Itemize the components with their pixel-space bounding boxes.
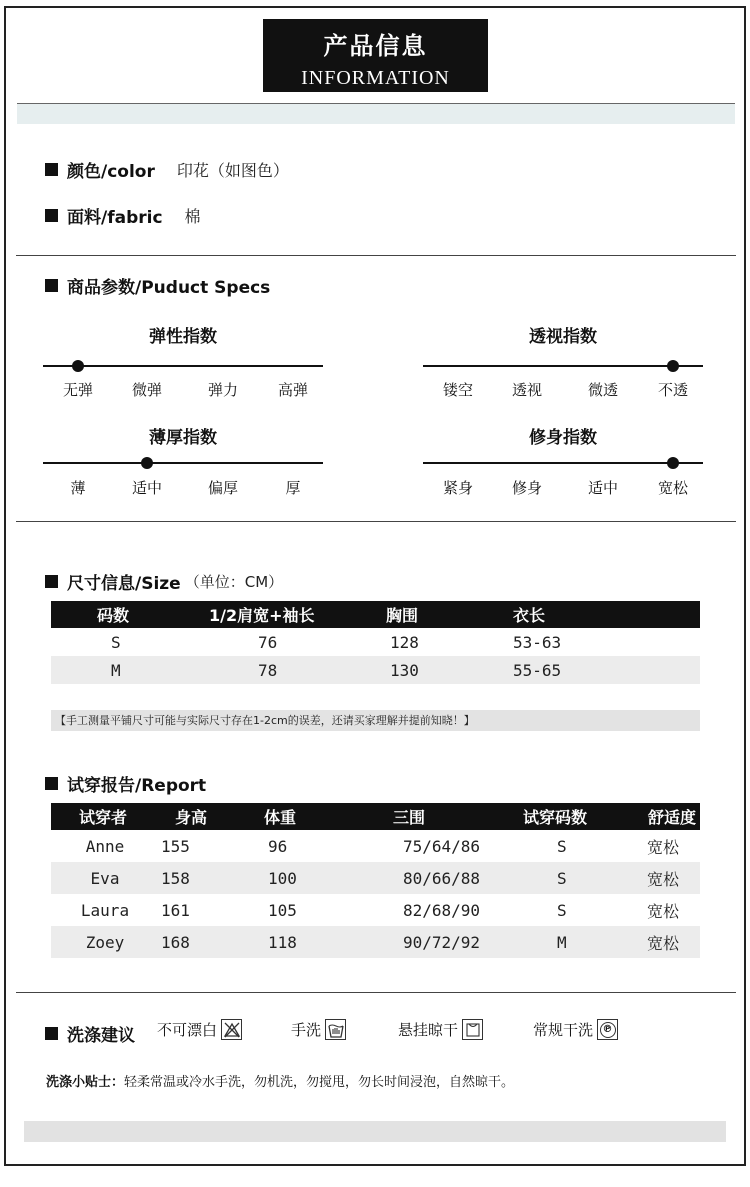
care-tip-label: 洗涤小贴士： — [46, 1075, 125, 1090]
size-table-header — [51, 601, 700, 628]
scale-label: 厚 — [285, 479, 301, 497]
table-cell: 55-65 — [511, 656, 700, 684]
table-cell: S — [557, 836, 567, 856]
care-item-hang-dry — [398, 1019, 483, 1040]
care-heading — [45, 1021, 135, 1046]
table-cell: 80/66/88 — [371, 862, 521, 894]
report-heading-text: 试穿报告/Report — [67, 776, 207, 796]
size-col-header: 胸围 — [386, 601, 511, 628]
table-cell: S — [557, 900, 567, 920]
scale-marker — [667, 360, 679, 372]
scale-marker — [72, 360, 84, 372]
report-heading — [45, 771, 206, 796]
report-col-header: 舒适度 — [621, 803, 700, 830]
report-col-header: 试穿者 — [51, 803, 159, 830]
table-cell: 宽松 — [621, 926, 700, 958]
size-heading — [45, 569, 283, 594]
footer-band — [24, 1121, 726, 1142]
header-title-box — [263, 19, 488, 92]
care-item-dry-clean — [533, 1019, 618, 1040]
care-tip-text: 轻柔常温或冷水手洗，勿机洗，勿搅甩，勿长时间浸泡，自然晾干。 — [124, 1075, 515, 1090]
table-cell: 90/72/92 — [371, 926, 521, 958]
report-col-header: 试穿码数 — [521, 803, 621, 830]
scale-label: 透视 — [511, 381, 542, 399]
size-heading-text: 尺寸信息/Size — [67, 574, 181, 594]
care-item-hand-wash — [291, 1019, 346, 1040]
color-label: 颜色/color — [67, 162, 155, 182]
scale-marker — [667, 457, 679, 469]
care-item-label: 悬挂晾干 — [398, 1021, 459, 1039]
scale-title: 弹性指数 — [149, 327, 217, 347]
scale-label: 无弹 — [62, 381, 93, 399]
section-divider — [16, 255, 736, 256]
square-bullet-icon — [45, 777, 58, 790]
table-cell: 53-63 — [513, 632, 562, 652]
table-cell: M — [521, 926, 621, 958]
scale-label: 适中 — [131, 479, 162, 497]
report-col-header: 三围 — [371, 803, 521, 830]
section-divider — [16, 521, 736, 522]
table-row — [51, 830, 700, 862]
size-col-header: 码数 — [51, 601, 201, 628]
scale-track — [43, 462, 323, 464]
table-cell: 76 — [258, 632, 278, 652]
fabric-value: 棉 — [184, 207, 201, 226]
table-cell: 宽松 — [647, 901, 680, 921]
size-col-header: 1/2肩宽+袖长 — [201, 601, 386, 628]
table-cell: Laura — [80, 900, 130, 920]
specs-heading — [45, 273, 270, 298]
table-cell: Eva — [51, 862, 159, 894]
scale-label: 镂空 — [442, 381, 473, 399]
table-cell: 100 — [251, 862, 371, 894]
size-unit: （单位：CM） — [184, 573, 284, 591]
scale-label: 偏厚 — [207, 479, 238, 497]
scale-label: 紧身 — [442, 479, 473, 497]
table-cell: Zoey — [51, 926, 159, 958]
square-bullet-icon — [45, 575, 58, 588]
size-table — [51, 601, 700, 684]
header-divider-band — [17, 103, 735, 124]
dry-clean-icon — [597, 1019, 618, 1040]
fabric-label: 面料/fabric — [67, 208, 163, 228]
scale-title: 薄厚指数 — [149, 428, 217, 448]
table-cell: 130 — [386, 656, 511, 684]
scale-track — [43, 365, 323, 367]
scale-label: 不透 — [657, 381, 688, 399]
scale-label: 微透 — [587, 381, 618, 399]
scale-label: 弹力 — [207, 381, 238, 399]
dry-clean-symbol: ℗ — [600, 1022, 616, 1038]
table-cell: 82/68/90 — [403, 900, 481, 920]
table-cell: 宽松 — [647, 837, 680, 857]
care-item-no-bleach — [157, 1019, 242, 1040]
scale-track — [423, 462, 703, 464]
table-cell: S — [521, 862, 621, 894]
table-row — [51, 656, 700, 684]
fabric-row — [45, 203, 201, 228]
scale-track — [423, 365, 703, 367]
table-cell: 75/64/86 — [403, 836, 481, 856]
table-cell: 78 — [201, 656, 386, 684]
square-bullet-icon — [45, 209, 58, 222]
table-cell: 155 — [161, 836, 190, 856]
scale-title: 修身指数 — [529, 428, 597, 448]
scale-label: 宽松 — [657, 479, 688, 497]
color-row — [45, 157, 289, 182]
care-item-label: 手洗 — [291, 1021, 322, 1039]
table-row — [51, 926, 700, 958]
table-cell: 105 — [268, 900, 297, 920]
report-table — [51, 803, 700, 958]
care-tip — [46, 1071, 514, 1090]
square-bullet-icon — [45, 1027, 58, 1040]
size-col-header: 衣长 — [511, 601, 700, 628]
table-cell: S — [111, 632, 121, 652]
scale-label: 修身 — [511, 479, 542, 497]
table-cell: 158 — [159, 862, 251, 894]
care-item-label: 常规干洗 — [533, 1021, 594, 1039]
section-divider — [16, 992, 736, 993]
report-col-header: 身高 — [159, 803, 251, 830]
report-col-header: 体重 — [251, 803, 371, 830]
no-bleach-icon — [221, 1019, 242, 1040]
hand-wash-icon — [325, 1019, 346, 1040]
table-row — [51, 894, 700, 926]
care-item-label: 不可漂白 — [157, 1021, 218, 1039]
scale-title: 透视指数 — [529, 327, 597, 347]
table-row — [51, 628, 700, 656]
header-title-cn: 产品信息 — [323, 32, 428, 60]
report-table-header — [51, 803, 700, 830]
table-cell: 161 — [161, 900, 190, 920]
scale-marker — [141, 457, 153, 469]
color-value: 印花（如图色） — [176, 161, 289, 180]
square-bullet-icon — [45, 279, 58, 292]
table-cell: 96 — [268, 836, 288, 856]
table-cell: 168 — [159, 926, 251, 958]
table-row — [51, 862, 700, 894]
table-cell: 118 — [251, 926, 371, 958]
header-title-en: INFORMATION — [301, 67, 450, 89]
hang-dry-icon — [462, 1019, 483, 1040]
specs-heading-text: 商品参数/Puduct Specs — [67, 278, 271, 298]
care-heading-text: 洗涤建议 — [67, 1026, 135, 1046]
scale-label: 薄 — [70, 479, 86, 497]
table-cell: Anne — [85, 836, 125, 856]
scale-label: 微弹 — [131, 381, 162, 399]
table-cell: M — [51, 656, 201, 684]
table-cell: 128 — [390, 632, 419, 652]
scale-label: 高弹 — [277, 381, 308, 399]
square-bullet-icon — [45, 163, 58, 176]
table-cell: 宽松 — [621, 862, 700, 894]
scale-label: 适中 — [587, 479, 618, 497]
measurement-note: 【手工测量平铺尺寸可能与实际尺寸存在1-2cm的误差，还请买家理解并提前知晓！】 — [51, 710, 700, 731]
